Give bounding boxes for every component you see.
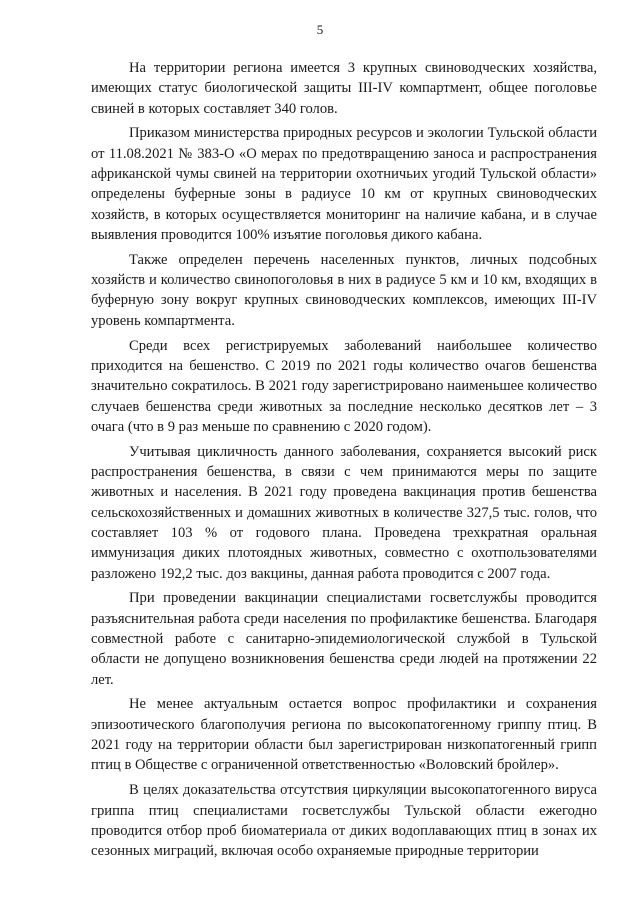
paragraph-settlements-list: Также определен перечень населенных пунктов, личных подсобных хозяйств и количество свинопоголовья в них в радиусе 5 км и 10 км, входящих в буферную зону вокруг крупных свиноводческих комплексов, имеющих III-IV уровень компартмента. xyxy=(91,251,597,329)
paragraph-pig-farms: На территории региона имеется 3 крупных свиноводческих хозяйства, имеющих статус биологической защиты III-IV компартмент, общее поголовье свиней в которых составляет 340 голов. xyxy=(91,60,597,117)
paragraph-ministry-order: Приказом министерства природных ресурсов и экологии Тульской области от 11.08.2021 № 383-О «О мерах по предотвращению заноса и распространения африканской чумы свиней на территории охотничьих угодий Тульской области» определены буферные зоны в радиусе 10 км от крупных свиноводческих хозяйств, в которых осуществляется мониторинг на наличие кабана, и в случае выявления проводится 100% изъятие поголовья дикого кабана. xyxy=(91,125,597,243)
document-body xyxy=(91,58,597,866)
paragraph-avian-flu: Не менее актуальным остается вопрос профилактики и сохранения эпизоотического благополучия региона по высокопатогенному гриппу птиц. В 2021 году на территории области был зарегистрирован низкопатогенный грипп птиц в Обществе с ограниченной ответственностью «Воловский бройлер». xyxy=(91,696,597,774)
paragraph-rabies-outreach: При проведении вакцинации специалистами госветслужбы проводится разъяснительная работа среди населения по профилактике бешенства. Благодаря совместной работе с санитарно-эпидемиологической службой в Тульской области не допущено возникновения бешенства среди людей на протяжении 22 лет. xyxy=(91,590,597,688)
paragraph-flu-monitoring: В целях доказательства отсутствия циркуляции высокопатогенного вируса гриппа птиц специалистами госветслужбы Тульской области ежегодно проводится отбор проб биоматериала от диких водоплавающих птиц в зонах их сезонных миграций, включая особо охраняемые природные территории xyxy=(91,782,597,860)
paragraph-rabies-stats: Среди всех регистрируемых заболеваний наибольшее количество приходится на бешенство. С 2019 по 2021 годы количество очагов бешенства значительно сократилось. В 2021 году зарегистрировано наименьшее количество случаев бешенства среди животных за последние несколько десятков лет – 3 очага (что в 9 раз меньше по сравнению с 2020 годом). xyxy=(91,337,597,435)
paragraph-rabies-vaccination: Учитывая цикличность данного заболевания, сохраняется высокий риск распространения бешенства, в связи с чем принимаются меры по защите животных и населения. В 2021 году проведена вакцинация против бешенства сельскохозяйственных и домашних животных в количестве 327,5 тыс. голов, что составляет 103 % от годового плана. Проведена трехкратная оральная иммунизация диких плотоядных животных, совместно с охотпользователями разложено 192,2 тыс. доз вакцины, данная работа проводится с 2007 года. xyxy=(91,443,597,582)
page-number: 5 xyxy=(316,22,324,37)
